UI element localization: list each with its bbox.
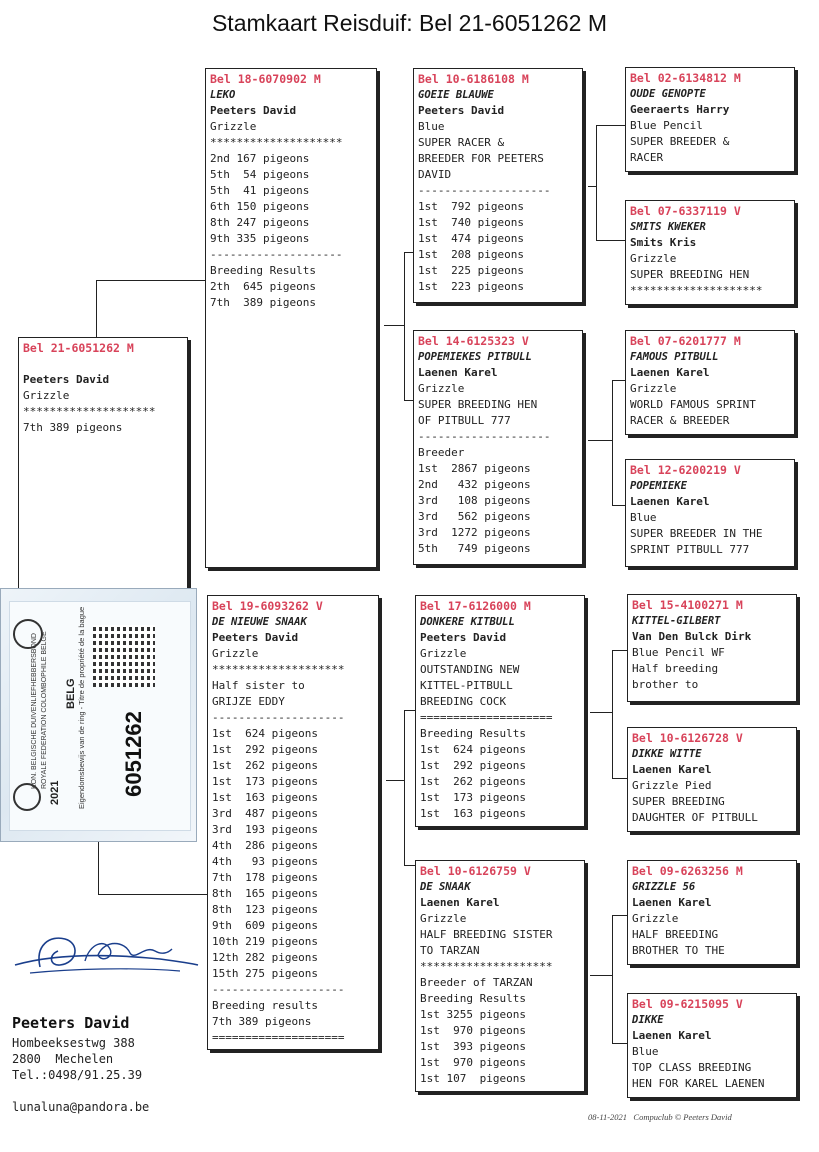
connector-line [612,650,613,778]
sire-sire-dam-box [625,200,795,305]
pedigree-line: 5th 749 pigeons [418,542,531,555]
breeder-name: Geeraerts Harry [630,103,730,116]
pedigree-line: DAUGHTER OF PITBULL [632,811,758,824]
ring-number: Bel 19-6093262 V [212,599,323,613]
pedigree-line: 1st 292 pigeons [420,759,526,772]
breeder-name: Peeters David [210,104,297,117]
pedigree-line: 1st 292 pigeons [212,743,318,756]
card-org-text-2: ROYALE FEDERATION COLOMBOPHILE BELGE [41,631,48,789]
ring-number: Bel 10-6126759 V [420,864,531,878]
dam-dam-sire-box [627,860,797,965]
pedigree-line: 1st 792 pigeons [418,200,524,213]
dam-dam-box [415,860,585,1092]
pedigree-line: ******************** [212,663,345,676]
pedigree-line: 3rd 193 pigeons [212,823,318,836]
pedigree-line: 9th 335 pigeons [210,232,310,245]
pedigree-line: Grizzle Pied [632,779,712,792]
pedigree-line: OUTSTANDING NEW [420,663,520,676]
pigeon-name: DE NIEUWE SNAAK [212,616,307,628]
pedigree-line: OF PITBULL 777 [418,414,511,427]
pedigree-line: Grizzle [420,912,467,925]
pedigree-line: KITTEL-PITBULL [420,679,513,692]
pedigree-line: 5th 41 pigeons [210,184,310,197]
pedigree-line: ==================== [420,711,553,724]
pedigree-line: 6th 150 pigeons [210,200,310,213]
pedigree-line: SPRINT PITBULL 777 [630,543,750,556]
pedigree-line: ******************** [210,136,343,149]
pedigree-line: -------------------- [210,248,343,261]
breeder-name: Laenen Karel [632,896,712,909]
ring-number: Bel 09-6263256 M [632,864,743,878]
pedigree-line: SUPER RACER & [418,136,505,149]
connector-line [612,650,628,651]
pedigree-line: 10th 219 pigeons [212,935,318,948]
pedigree-line: 1st 223 pigeons [418,280,524,293]
breeder-name: Smits Kris [630,236,697,249]
ring-number: Bel 18-6070902 M [210,72,321,86]
connector-line [612,380,613,505]
pedigree-line: 3rd 108 pigeons [418,494,531,507]
federation-emblem-icon [13,619,43,649]
qr-code-pattern [93,625,155,687]
pigeon-name: OUDE GENOPTE [630,88,706,100]
pedigree-line: Grizzle [210,120,257,133]
ring-number: Bel 15-4100271 M [632,598,743,612]
page-title: Stamkaart Reisduif: Bel 21-6051262 M [211,10,608,36]
pedigree-line: 1st 624 pigeons [420,743,526,756]
pedigree-line: RACER [630,151,664,164]
pedigree-line: 8th 165 pigeons [212,887,318,900]
pigeon-name: FAMOUS PITBULL [630,351,719,363]
pedigree-line: -------------------- [418,430,551,443]
breeder-name: Laenen Karel [630,366,710,379]
pedigree-line: 3rd 1272 pigeons [418,526,531,539]
pedigree-line: Grizzle [630,382,677,395]
ring-number: Bel 17-6126000 M [420,599,531,613]
pedigree-line: 1st 107 pigeons [420,1072,526,1085]
pedigree-line: -------------------- [212,983,345,996]
breeder-name: Van Den Bulck Dirk [632,630,752,643]
sire-dam-dam-box [625,459,795,567]
pedigree-line: Breeding results [212,999,318,1012]
connector-line [596,125,626,126]
pedigree-line: Grizzle [420,647,467,660]
pedigree-line: TO TARZAN [420,944,480,957]
pedigree-line: BROTHER TO THE [632,944,725,957]
breeder-name: Laenen Karel [418,366,498,379]
connector-line [590,712,612,713]
breeder-name: Peeters David [212,631,299,644]
pedigree-line: 2nd 432 pigeons [418,478,531,491]
pedigree-line: DAVID [418,168,452,181]
ring-number: Bel 09-6215095 V [632,997,743,1011]
footer [588,1112,732,1122]
connector-line [596,125,597,240]
pedigree-line: Breeder of TARZAN [420,976,533,989]
pedigree-line: SUPER BREEDER IN THE [630,527,763,540]
pedigree-line: 1st 262 pigeons [420,775,526,788]
owner-city: 2800 Mechelen [12,1052,114,1066]
connector-line [590,975,612,976]
pedigree-line: Breeding Results [420,992,526,1005]
sire-sire-sire-box [625,67,795,172]
pigeon-name: LEKO [210,89,236,101]
ring-number: Bel 02-6134812 M [630,71,741,85]
connector-line [96,280,208,281]
connector-line [596,440,612,441]
owner-name: Peeters David [12,1014,130,1032]
pedigree-line: Breeding Results [420,727,526,740]
pedigree-line: 1st 970 pigeons [420,1056,526,1069]
connector-line [386,780,404,781]
pedigree-line: 4th 286 pigeons [212,839,318,852]
breeder-name: Peeters David [23,373,110,386]
pedigree-line: 9th 609 pigeons [212,919,318,932]
pigeon-name: DONKERE KITBULL [420,616,515,628]
card-org-text: KON. BELGISCHE DUIVENLIEFHEBBERSBOND [31,633,38,789]
breeder-name: Laenen Karel [630,495,710,508]
pedigree-line: Grizzle [418,382,465,395]
pedigree-line: 1st 2867 pigeons [418,462,531,475]
pedigree-line: 1st 3255 pigeons [420,1008,526,1021]
pedigree-line: 1st 163 pigeons [420,807,526,820]
pedigree-line: TOP CLASS BREEDING [632,1061,752,1074]
pedigree-line: Blue [418,120,445,133]
pedigree-line: Grizzle [212,647,259,660]
pedigree-line: 15th 275 pigeons [212,967,318,980]
pedigree-line: WORLD FAMOUS SPRINT [630,398,756,411]
pedigree-line: 3rd 487 pigeons [212,807,318,820]
dam-sire-sire-box [627,594,797,702]
pigeon-name: DE SNAAK [420,881,471,893]
ring-number: Bel 14-6125323 V [418,334,529,348]
sire-dam-box [413,330,583,565]
pedigree-line: HALF BREEDING SISTER [420,928,553,941]
pedigree-line: Breeder [418,446,465,459]
owner-street: Hombeeksestwg 388 [12,1036,135,1050]
connector-line [612,915,628,916]
card-year: 2021 [49,780,61,805]
pedigree-line: Blue Pencil WF [632,646,725,659]
card-ring-number: 6051262 [121,711,146,797]
dam-dam-dam-box [627,993,797,1098]
pedigree-line: 1st 262 pigeons [212,759,318,772]
ring-ownership-card [0,588,197,842]
pedigree-line: -------------------- [418,184,551,197]
pedigree-line: 1st 474 pigeons [418,232,524,245]
dam-sire-dam-box [627,727,797,832]
pigeon-name: POPEMIEKES PITBULL [418,351,532,363]
pedigree-line: 7th 389 pigeons [212,1015,312,1028]
pedigree-line: 1st 970 pigeons [420,1024,526,1037]
pedigree-line: BREEDING COCK [420,695,507,708]
pedigree-line: 1st 173 pigeons [212,775,318,788]
pedigree-line: ==================== [212,1031,345,1044]
sire-box [205,68,377,568]
pedigree-line: SUPER BREEDER & [630,135,730,148]
pedigree-line: 5th 54 pigeons [210,168,310,181]
pedigree-line: Blue Pencil [630,119,703,132]
breeder-name: Peeters David [418,104,505,117]
pigeon-name: POPEMIEKE [630,480,687,492]
connector-line [588,186,596,187]
pigeon-name: GRIZZLE 56 [632,881,696,893]
pedigree-line: 4th 93 pigeons [212,855,318,868]
pedigree-line: 7th 389 pigeons [23,421,123,434]
pedigree-line: 1st 624 pigeons [212,727,318,740]
pedigree-line: Grizzle [23,389,70,402]
pedigree-line: 1st 225 pigeons [418,264,524,277]
connector-line [612,1043,628,1044]
pedigree-line: HALF BREEDING [632,928,719,941]
pedigree-line: Blue [630,511,657,524]
ring-number: Bel 21-6051262 M [23,341,134,355]
pedigree-line: 1st 393 pigeons [420,1040,526,1053]
owner-phone: Tel.:0498/91.25.39 [12,1068,143,1082]
pedigree-line: Grizzle [632,912,679,925]
pedigree-line: 2th 645 pigeons [210,280,316,293]
pedigree-line: 2nd 167 pigeons [210,152,310,165]
connector-line [588,440,596,441]
pedigree-line: ******************** [23,405,156,418]
dam-sire-box [415,595,585,827]
pedigree-line: HEN FOR KAREL LAENEN [632,1077,765,1090]
owner-email[interactable]: lunaluna@pandora.be [12,1100,150,1114]
pedigree-line: SUPER BREEDING HEN [418,398,538,411]
pedigree-line: ******************** [420,960,553,973]
dam-box [207,595,379,1050]
breeder-name: Laenen Karel [632,763,712,776]
signature [10,925,200,985]
pedigree-line: 12th 282 pigeons [212,951,318,964]
pedigree-line: Blue [632,1045,659,1058]
card-country: BELG [65,678,77,709]
ring-number: Bel 10-6186108 M [418,72,529,86]
sire-sire-box [413,68,583,303]
connector-line [612,380,626,381]
pedigree-line: Breeding Results [210,264,316,277]
pedigree-line: 3rd 562 pigeons [418,510,531,523]
pedigree-line: 1st 173 pigeons [420,791,526,804]
pigeon-name: KITTEL-GILBERT [632,615,721,627]
pedigree-line: ******************** [630,284,763,297]
pedigree-line: 8th 123 pigeons [212,903,318,916]
pedigree-line: SUPER BREEDING [632,795,725,808]
ring-number: Bel 12-6200219 V [630,463,741,477]
pedigree-line: Grizzle [630,252,677,265]
pedigree-line: 1st 163 pigeons [212,791,318,804]
footer-date: 08-11-2021 [588,1112,628,1122]
pigeon-name: SMITS KWEKER [630,221,706,233]
pedigree-line: BREEDER FOR PEETERS [418,152,544,165]
footer-credit: Compuclub © Peeters David [633,1112,732,1122]
pedigree-line: SUPER BREEDING HEN [630,268,750,281]
connector-line [596,240,626,241]
pedigree-line: Half sister to [212,679,305,692]
pedigree-line: GRIJZE EDDY [212,695,285,708]
pigeon-name: GOEIE BLAUWE [418,89,494,101]
pedigree-line: -------------------- [212,711,345,724]
pedigree-line: 7th 389 pigeons [210,296,316,309]
pedigree-line: brother to [632,678,699,691]
connector-line [612,778,628,779]
connector-line [612,915,613,1043]
pedigree-line: 1st 208 pigeons [418,248,524,261]
pedigree-line: RACER & BREEDER [630,414,730,427]
spacer [23,356,187,372]
breeder-name: Peeters David [420,631,507,644]
connector-line [612,505,626,506]
connector-line [98,894,208,895]
ring-number: Bel 07-6337119 V [630,204,741,218]
connector-line [98,842,99,894]
connector-line [384,325,404,326]
connector-line [404,252,405,400]
pedigree-line: 7th 178 pigeons [212,871,318,884]
card-ownership-text: Eigendomsbewijs van de ring - Titre de propriété de la bague [77,606,86,809]
pedigree-line: Half breeding [632,662,719,675]
breeder-name: Laenen Karel [632,1029,712,1042]
pedigree-line: 8th 247 pigeons [210,216,310,229]
pedigree-line: 1st 740 pigeons [418,216,524,229]
connector-line [96,280,97,339]
sire-dam-sire-box [625,330,795,435]
pigeon-name: DIKKE [632,1014,664,1026]
connector-line [404,710,405,865]
breeder-name: Laenen Karel [420,896,500,909]
ring-number: Bel 10-6126728 V [632,731,743,745]
pigeon-name: DIKKE WITTE [632,748,702,760]
ring-number: Bel 07-6201777 M [630,334,741,348]
